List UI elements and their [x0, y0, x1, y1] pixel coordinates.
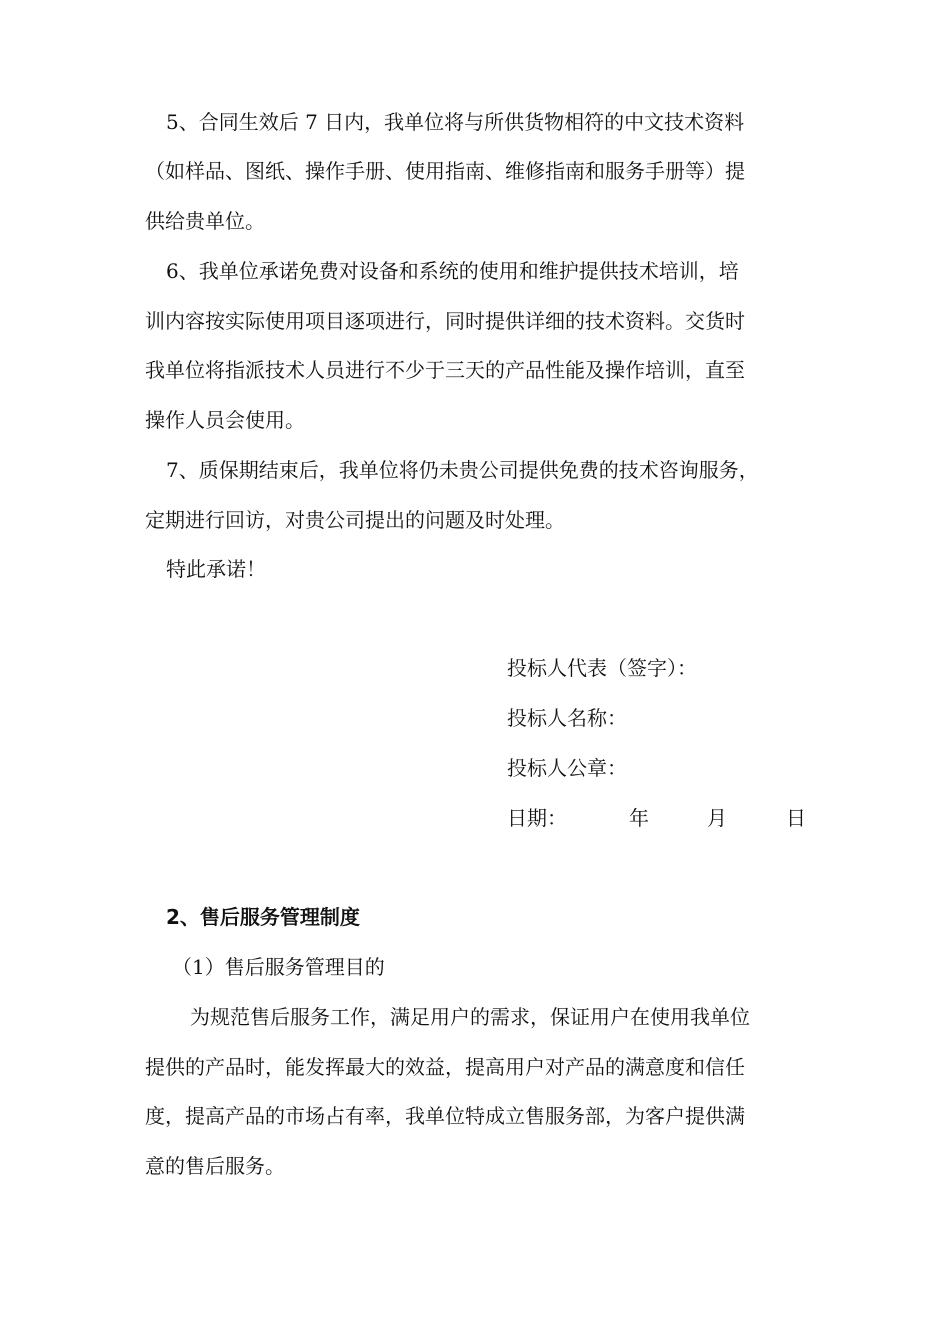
signature-seal: 投标人公章： — [507, 756, 627, 780]
signature-date-label: 日期： — [507, 806, 567, 830]
section-paragraph-line-3: 度，提高产品的市场占有率，我单位特成立售服务部，为客户提供满 — [145, 1104, 745, 1128]
signature-representative: 投标人代表（签字）： — [507, 656, 697, 680]
item6-line-1: 6、我单位承诺免费对设备和系统的使用和维护提供技术培训，培 — [166, 259, 739, 283]
item5-line-2: （如样品、图纸、操作手册、使用指南、维修指南和服务手册等）提 — [145, 159, 745, 183]
item7-line-2: 定期进行回访，对贵公司提出的问题及时处理。 — [145, 508, 565, 532]
item6-line-3: 我单位将指派技术人员进行不少于三天的产品性能及操作培训，直至 — [145, 358, 745, 382]
closing-text: 特此承诺！ — [166, 557, 266, 581]
item6-line-4: 操作人员会使用。 — [145, 408, 305, 432]
item7-line-1: 7、质保期结束后，我单位将仍未贵公司提供免费的技术咨询服务， — [166, 458, 759, 482]
section-heading: 2、售后服务管理制度 — [166, 905, 360, 929]
section-paragraph-line-2: 提供的产品时，能发挥最大的效益，提高用户对产品的满意度和信任 — [145, 1055, 745, 1079]
signature-year: 年 — [629, 806, 649, 830]
signature-name: 投标人名称： — [507, 706, 627, 730]
section-subheading: （1）售后服务管理目的 — [172, 955, 385, 979]
item5-line-1: 5、合同生效后 7 日内，我单位将与所供货物相符的中文技术资料 — [166, 110, 745, 134]
section-paragraph-line-4: 意的售后服务。 — [145, 1154, 285, 1178]
section-paragraph-line-1: 为规范售后服务工作，满足用户的需求，保证用户在使用我单位 — [190, 1005, 750, 1029]
item5-line-3: 供给贵单位。 — [145, 209, 265, 233]
item6-line-2: 训内容按实际使用项目逐项进行，同时提供详细的技术资料。交货时 — [145, 309, 745, 333]
signature-month: 月 — [707, 806, 727, 830]
signature-day: 日 — [786, 806, 806, 830]
